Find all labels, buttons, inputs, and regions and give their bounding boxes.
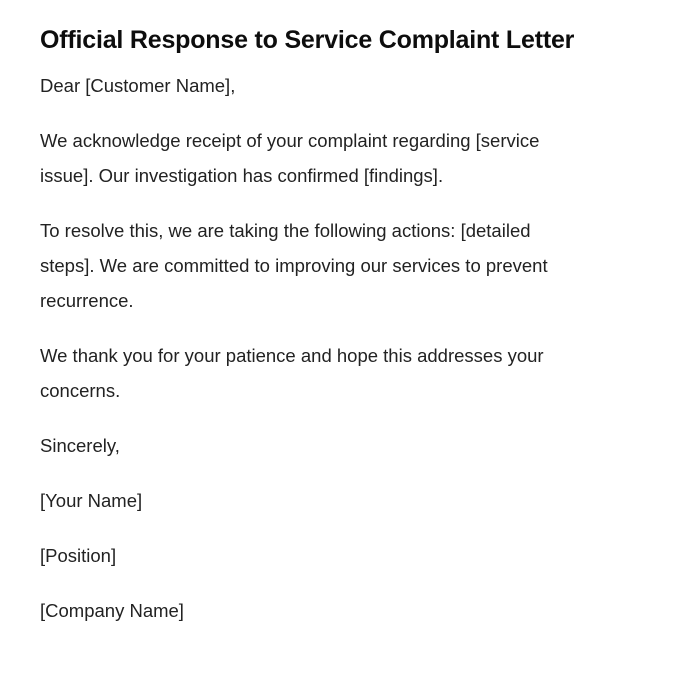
text-line: We thank you for your patience and hope this addresses your xyxy=(40,345,544,366)
text-line: [Your Name] xyxy=(40,490,143,511)
text-line: steps]. We are committed to improving our services to prevent xyxy=(40,255,548,276)
signoff-position-placeholder xyxy=(40,538,660,573)
signoff-name-placeholder xyxy=(40,483,660,518)
text-line: concerns. xyxy=(40,380,121,401)
paragraph-acknowledgement xyxy=(40,123,660,193)
signoff-company-placeholder xyxy=(40,593,660,628)
text-line: recurrence. xyxy=(40,290,134,311)
text-line: [Company Name] xyxy=(40,600,184,621)
text-line: Dear [Customer Name], xyxy=(40,75,236,96)
text-line: To resolve this, we are taking the following actions: [detailed xyxy=(40,220,531,241)
text-line: Sincerely, xyxy=(40,435,120,456)
text-line: issue]. Our investigation has confirmed [findings]. xyxy=(40,165,444,186)
text-line: We acknowledge receipt of your complaint regarding [service xyxy=(40,130,540,151)
paragraph-resolution xyxy=(40,213,660,318)
signoff-sincerely xyxy=(40,428,660,463)
paragraph-thanks xyxy=(40,338,660,408)
letter-title: Official Response to Service Complaint Letter xyxy=(40,26,575,54)
text-line: [Position] xyxy=(40,545,117,566)
paragraph-salutation xyxy=(40,68,660,103)
